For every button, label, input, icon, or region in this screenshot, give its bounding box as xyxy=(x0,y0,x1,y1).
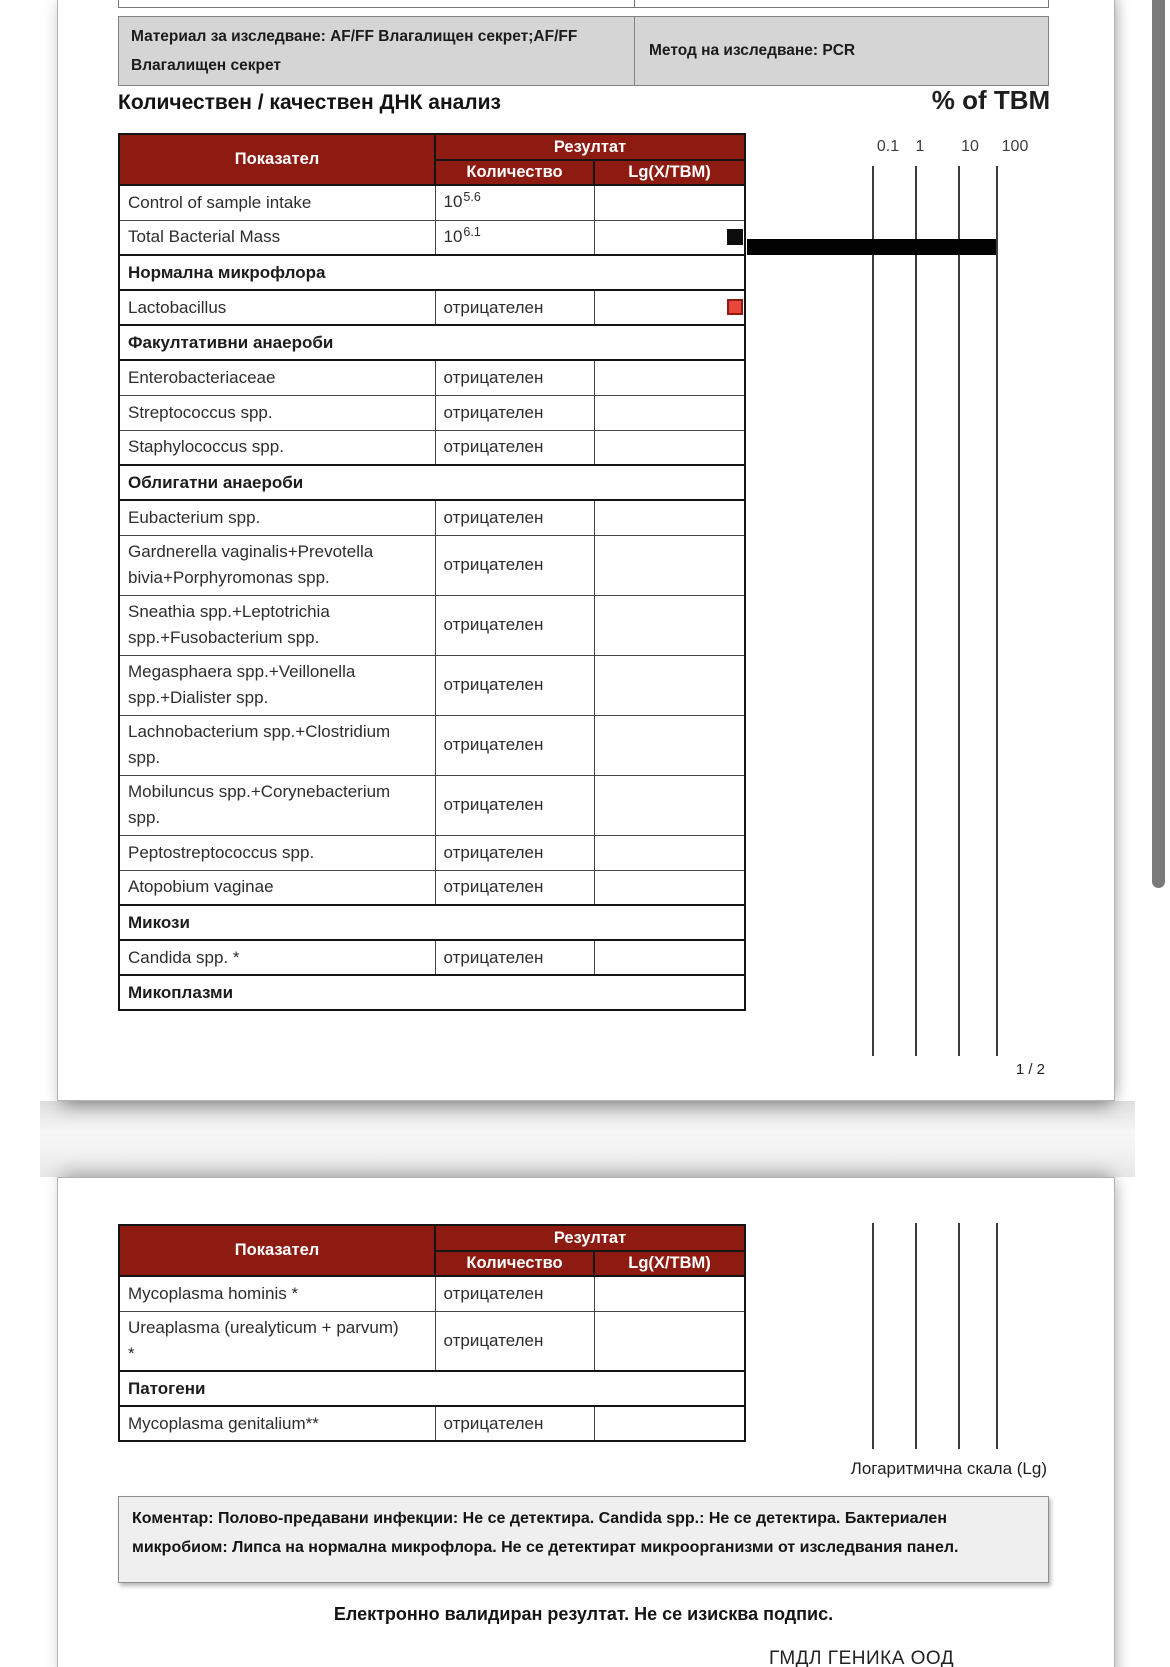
lg-value xyxy=(594,655,745,715)
log-gridline xyxy=(958,1223,960,1449)
quantity-value: отрицателен xyxy=(435,1311,594,1371)
log-gridline xyxy=(996,166,998,1056)
analyte-row xyxy=(119,870,745,905)
comment-box: Коментар: Полово-предавани инфекции: Не се детектира. Candida spp.: Не се детектира. Бактериален микробиом: Липса на нормална микрофлора. Не се детектират микроорганизми от изследвания панел. xyxy=(118,1496,1049,1583)
lg-value xyxy=(594,715,745,775)
quantity-value: отрицателен xyxy=(435,775,594,835)
analyte-name: Atopobium vaginae xyxy=(119,870,435,905)
lg-value xyxy=(594,500,745,535)
table-header xyxy=(119,134,745,185)
quantity-value: отрицателен xyxy=(435,535,594,595)
section-row xyxy=(119,325,745,360)
analyte-name: Gardnerella vaginalis+Prevotella bivia+Porphyromonas spp. xyxy=(119,535,435,595)
analyte-row xyxy=(119,185,745,220)
lg-value xyxy=(594,430,745,465)
section-label: Микоплазми xyxy=(119,975,745,1010)
section-row xyxy=(119,905,745,940)
scale-tick-label: 100 xyxy=(1001,138,1029,155)
col-header-result: Резултат xyxy=(435,134,745,160)
quantity-value: $10^{6.1}$ xyxy=(435,220,594,255)
analyte-name: Ureaplasma (urealyticum + parvum) * xyxy=(119,1311,435,1371)
black-result-marker xyxy=(727,229,743,245)
analyte-row xyxy=(119,1406,745,1441)
quantity-value: отрицателен xyxy=(435,360,594,395)
col-header-indicator: Показател xyxy=(119,1225,435,1276)
log-gridline xyxy=(958,166,960,1056)
col-header-quantity: Количество xyxy=(435,1251,594,1276)
analyte-row xyxy=(119,430,745,465)
lg-value xyxy=(594,290,745,325)
analyte-name: Enterobacteriaceae xyxy=(119,360,435,395)
analyte-row xyxy=(119,835,745,870)
quantity-value: $10^{5.6}$ xyxy=(435,185,594,220)
report-page-1 xyxy=(57,0,1115,1101)
quantity-value: отрицателен xyxy=(435,655,594,715)
lg-value xyxy=(594,220,745,255)
section-label: Микози xyxy=(119,905,745,940)
log-scale-caption: Логаритмична скала (Lg) xyxy=(850,1459,1047,1478)
chart-title: % of TBM xyxy=(931,85,1051,115)
quantity-value: отрицателен xyxy=(435,1406,594,1441)
lg-value xyxy=(594,775,745,835)
quantity-value: отрицателен xyxy=(435,500,594,535)
col-header-lg: Lg(X/TBM) xyxy=(594,1251,745,1276)
section-row xyxy=(119,975,745,1010)
fragment-divider xyxy=(634,0,635,7)
quantity-value: отрицателен xyxy=(435,290,594,325)
analyte-name: Lachnobacterium spp.+Clostridium spp. xyxy=(119,715,435,775)
quantity-value: отрицателен xyxy=(435,430,594,465)
quantity-value: отрицателен xyxy=(435,715,594,775)
scrollbar-thumb[interactable] xyxy=(1152,0,1165,888)
quantity-value: отрицателен xyxy=(435,595,594,655)
quantity-value: отрицателен xyxy=(435,940,594,975)
analyte-name: Control of sample intake xyxy=(119,185,435,220)
analyte-row xyxy=(119,715,745,775)
tbm-100-percent-bar xyxy=(747,239,996,255)
red-result-marker xyxy=(727,299,743,315)
lg-value xyxy=(594,185,745,220)
analyte-name: Eubacterium spp. xyxy=(119,500,435,535)
lg-value xyxy=(594,870,745,905)
lg-value xyxy=(594,395,745,430)
quantity-value: отрицателен xyxy=(435,870,594,905)
analyte-name: Streptococcus spp. xyxy=(119,395,435,430)
analyte-name: Megasphaera spp.+Veillonella spp.+Dialister spp. xyxy=(119,655,435,715)
analysis-title: Количествен / качествен ДНК анализ xyxy=(118,91,501,114)
analyte-row xyxy=(119,940,745,975)
lab-name: ГМДЛ ГЕНИКА ООД xyxy=(769,1648,955,1667)
analyte-row xyxy=(119,595,745,655)
section-row xyxy=(119,255,745,290)
lg-value xyxy=(594,1311,745,1371)
analyte-name: Mycoplasma hominis * xyxy=(119,1276,435,1311)
log-gridline xyxy=(996,1223,998,1449)
exponent: 5.6 xyxy=(463,190,481,205)
page-gap xyxy=(40,1101,1135,1177)
analyte-row xyxy=(119,500,745,535)
exponent: 6.1 xyxy=(463,224,481,239)
quantity-value: отрицателен xyxy=(435,395,594,430)
analyte-row xyxy=(119,220,745,255)
analyte-row xyxy=(119,775,745,835)
table-header xyxy=(119,1225,745,1276)
lg-value xyxy=(594,940,745,975)
report-page-2 xyxy=(57,1177,1115,1667)
analyte-name: Mobiluncus spp.+Corynebacterium spp. xyxy=(119,775,435,835)
log-gridline xyxy=(915,166,917,1056)
analyte-name: Staphylococcus spp. xyxy=(119,430,435,465)
scale-tick-label: 0.1 xyxy=(876,138,900,155)
previous-table-fragment xyxy=(118,0,1049,8)
analyte-row xyxy=(119,395,745,430)
section-label: Патогени xyxy=(119,1371,745,1406)
col-header-result: Резултат xyxy=(435,1225,745,1251)
analyte-row xyxy=(119,535,745,595)
log-gridline xyxy=(872,166,874,1056)
analyte-row xyxy=(119,360,745,395)
lg-value xyxy=(594,535,745,595)
analyte-row xyxy=(119,1311,745,1371)
section-label: Факултативни анаероби xyxy=(119,325,745,360)
scale-tick-label: 1 xyxy=(915,138,925,155)
page-indicator: 1 / 2 xyxy=(1015,1061,1045,1078)
lg-value xyxy=(594,835,745,870)
section-label: Облигатни анаероби xyxy=(119,465,745,500)
analyte-row xyxy=(119,290,745,325)
analyte-name: Mycoplasma genitalium** xyxy=(119,1406,435,1441)
col-header-indicator: Показател xyxy=(119,134,435,185)
analyte-name: Total Bacterial Mass xyxy=(119,220,435,255)
quantity-value: отрицателен xyxy=(435,835,594,870)
method-label: Метод на изследване: PCR xyxy=(649,42,856,59)
lg-value xyxy=(594,360,745,395)
analyte-name: Lactobacillus xyxy=(119,290,435,325)
section-row xyxy=(119,465,745,500)
analyte-row xyxy=(119,1276,745,1311)
log-gridline xyxy=(915,1223,917,1449)
analyte-name: Sneathia spp.+Leptotrichia spp.+Fusobacterium spp. xyxy=(119,595,435,655)
analyte-row xyxy=(119,655,745,715)
section-row xyxy=(119,1371,745,1406)
analyte-name: Peptostreptococcus spp. xyxy=(119,835,435,870)
analyte-name: Candida spp. * xyxy=(119,940,435,975)
specimen-method-box xyxy=(118,16,1049,86)
electronic-validation-note: Електронно валидиран резултат. Не се изисква подпис. xyxy=(333,1604,834,1624)
dna-analysis-table xyxy=(118,133,746,1011)
scale-tick-label: 10 xyxy=(961,138,979,155)
quantity-value: отрицателен xyxy=(435,1276,594,1311)
dna-analysis-table-continued xyxy=(118,1224,746,1442)
log-gridline xyxy=(872,1223,874,1449)
lg-value xyxy=(594,1276,745,1311)
col-header-lg: Lg(X/TBM) xyxy=(594,160,745,185)
specimen-material-label: Материал за изследване: AF/FF Влагалищен секрет;AF/FF Влагалищен секрет xyxy=(119,17,635,85)
lg-value xyxy=(594,595,745,655)
col-header-quantity: Количество xyxy=(435,160,594,185)
section-label: Нормална микрофлора xyxy=(119,255,745,290)
lg-value xyxy=(594,1406,745,1441)
